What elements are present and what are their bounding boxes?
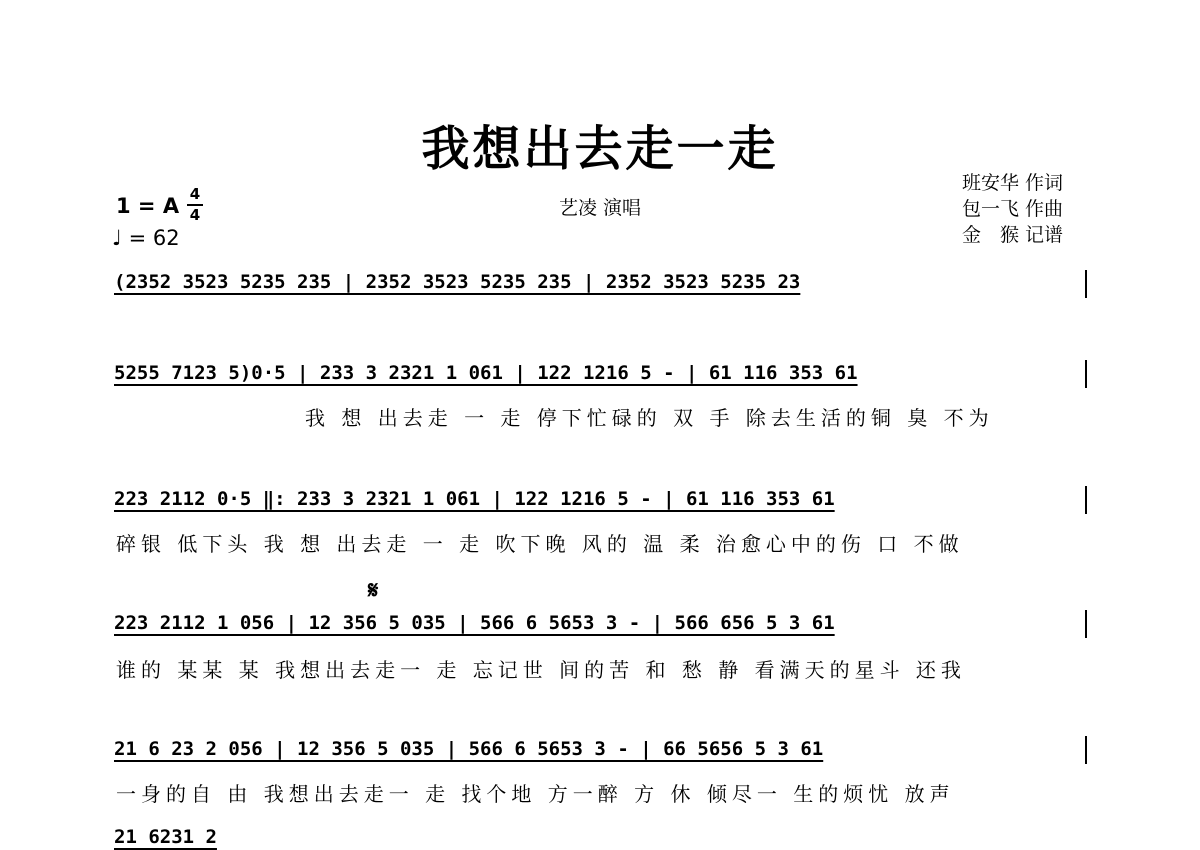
lyrics-line-5: 一身的自 由 我想出去走一 走 找个地 方一醉 方 休 倾尽一 生的烦忧 放声	[116, 782, 955, 806]
time-signature	[185, 186, 205, 224]
lyricist-credit: 班安华 作词	[962, 172, 1064, 194]
singer-credit: 艺凌 演唱	[558, 197, 642, 219]
lyrics-line-4: 谁的 某某 某 我想出去走一 走 忘记世 间的苦 和 愁 静 看满天的星斗 还我	[116, 658, 966, 682]
transcriber-credit: 金 猴 记谱	[962, 224, 1064, 246]
time-signature-top: 4	[189, 185, 201, 203]
notation-line-5: 21 6 23 2 056 | 12 356 5 035 | 566 6 5653 3 - | 66 5656 5 3 61	[114, 738, 824, 760]
composer-credit: 包一飞 作曲	[962, 198, 1064, 220]
segno-sign: 𝄋	[368, 576, 379, 604]
lyrics-line-3: 碎银 低下头 我 想 出去走 一 走 吹下晚 风的 温 柔 治愈心中的伤 口 不做	[116, 532, 964, 556]
tempo-marking: ♩ = 62	[112, 226, 180, 250]
notation-line-2: 5255 7123 5)0·5 | 233 3 2321 1 061 | 122 1216 5 - | 61 116 353 61	[114, 362, 858, 384]
barline	[1085, 736, 1087, 764]
notation-line-4: 223 2112 1 056 | 12 356 5 035 | 566 6 5653 3 - | 566 656 5 3 61	[114, 612, 835, 634]
notation-line-1: (2352 3523 5235 235 | 2352 3523 5235 235 | 2352 3523 5235 23	[114, 271, 801, 293]
barline	[1085, 486, 1087, 514]
song-title: 我想出去走一走	[421, 121, 779, 177]
time-signature-bottom: 4	[189, 206, 201, 224]
barline	[1085, 360, 1087, 388]
key-signature: 1 = A	[116, 194, 180, 218]
notation-line-6: 21 6231 2	[114, 826, 217, 848]
notation-line-3: 223 2112 0·5 ‖: 233 3 2321 1 061 | 122 1216 5 - | 61 116 353 61	[114, 488, 835, 510]
barline	[1085, 270, 1087, 298]
lyrics-line-2: 我 想 出去走 一 走 停下忙碌的 双 手 除去生活的铜 臭 不为	[305, 406, 994, 430]
barline	[1085, 610, 1087, 638]
